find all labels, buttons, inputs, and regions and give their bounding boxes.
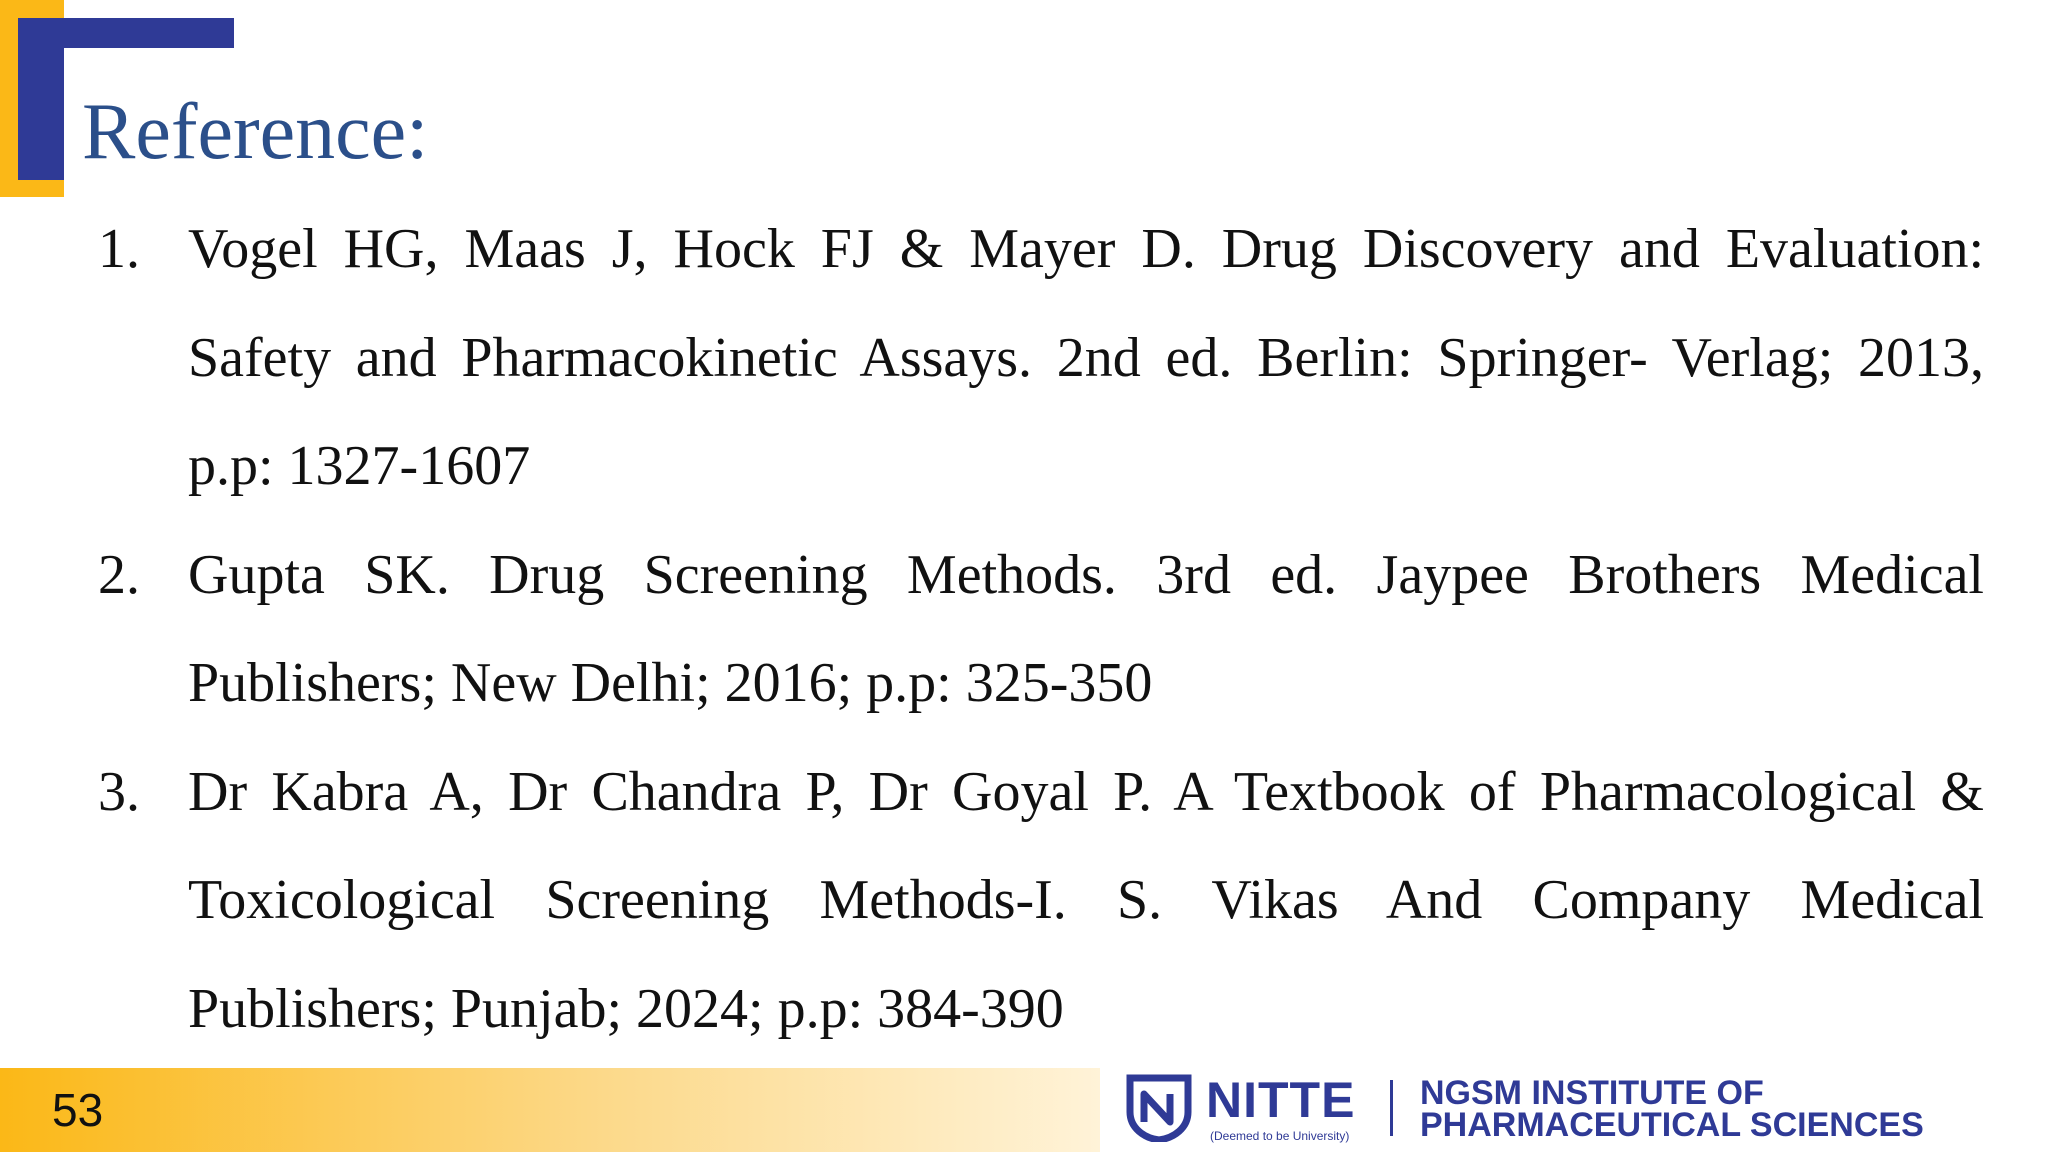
reference-number: 3. — [98, 760, 140, 823]
logo-divider — [1390, 1080, 1393, 1136]
slide-title: Reference: — [82, 88, 429, 176]
reference-number: 2. — [98, 543, 140, 606]
institute-name-line-2: PHARMACEUTICAL SCIENCES — [1420, 1106, 1924, 1144]
logo-tagline: (Deemed to be University) — [1210, 1129, 1350, 1143]
institution-logo — [1124, 1070, 2024, 1150]
footer-bar — [0, 1068, 1100, 1152]
reference-item — [98, 195, 1984, 521]
nitte-emblem-icon — [1124, 1072, 1194, 1142]
page-number: 53 — [52, 1084, 104, 1136]
reference-number: 1. — [98, 218, 140, 280]
reference-item — [98, 738, 1984, 1064]
reference-text: Dr Kabra A, Dr Chandra P, Dr Goyal P. A Textbook of Pharmacological & Toxicological Screening Methods-I. S. Vikas And Company Medical Publishers; Punjab; 2024; p.p: 384-390 — [188, 760, 1984, 1040]
reference-text: Vogel HG, Maas J, Hock FJ & Mayer D. Drug Discovery and Evaluation: Safety and Pharmacokinetic Assays. 2nd ed. Berlin: Springer- Verlag; 2013, p.p: 1327-1607 — [188, 218, 1984, 497]
logo-name: NITTE — [1206, 1072, 1356, 1128]
corner-decoration-blue-horizontal — [18, 18, 234, 48]
reference-list — [98, 195, 1984, 1063]
institute-name-line-1: NGSM INSTITUTE OF — [1420, 1074, 1764, 1112]
reference-text: Gupta SK. Drug Screening Methods. 3rd ed. Jaypee Brothers Medical Publishers; New Delhi; 2016; p.p: 325-350 — [188, 543, 1984, 714]
reference-item — [98, 521, 1984, 738]
